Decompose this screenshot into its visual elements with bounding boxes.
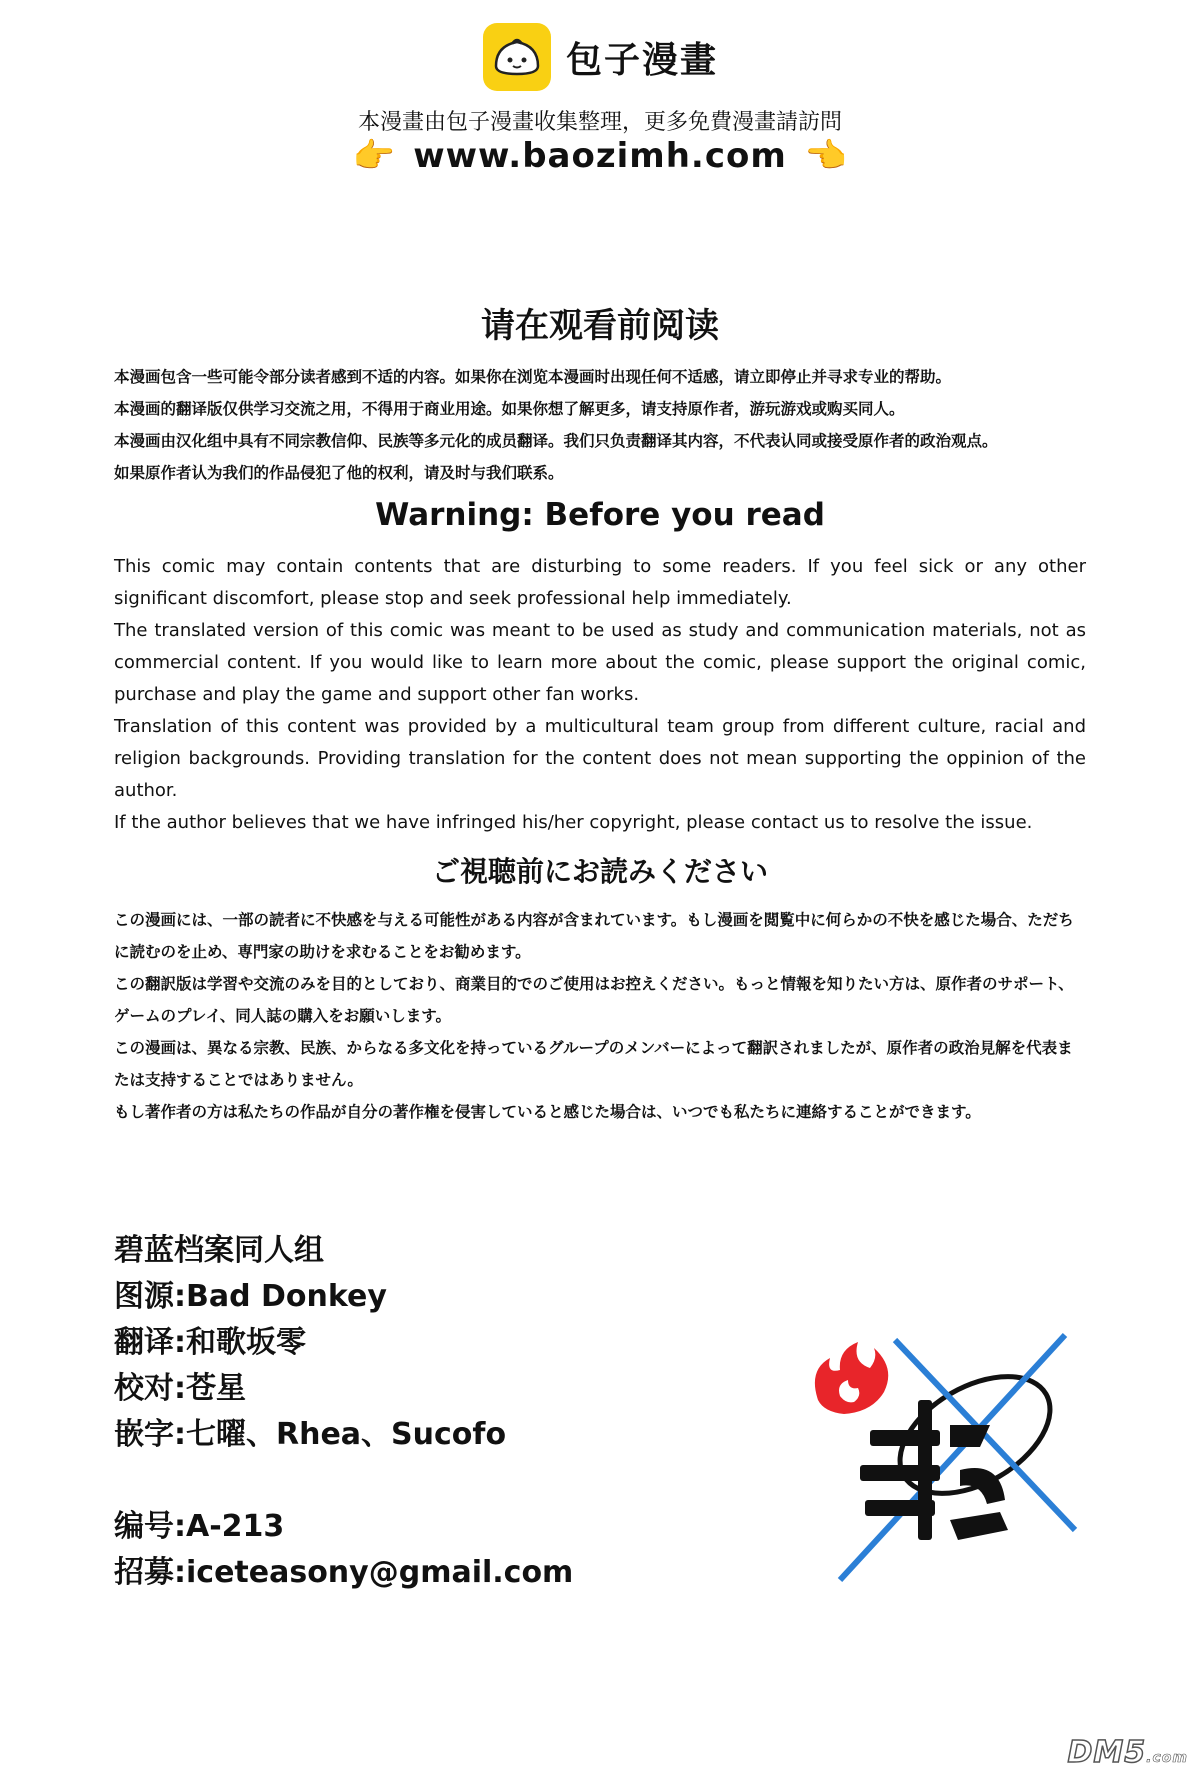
brand-header: [0, 22, 1200, 92]
jp-paragraph: この翻訳版は学習や交流のみを目的としており、商業目的でのご使用はお控えください。もっと情報を知りたい方は、原作者のサポート、ゲームのプレイ、同人誌の購入をお願いします。: [114, 975, 1074, 1025]
url-row: [0, 136, 1200, 176]
en-paragraph: The translated version of this comic was meant to be used as study and communication materials, not as commercial content. If you would like to learn more about the comic, please support the original comic, purchase and play the game and support other fan works.: [114, 620, 1086, 705]
bun-logo-icon: [482, 22, 552, 92]
credit-proofread: 校对:苍星: [114, 1371, 246, 1406]
recruit-email[interactable]: 招募:iceteasony@gmail.com: [114, 1555, 574, 1590]
en-warning-title: Warning: Before you read: [375, 497, 825, 533]
cn-line: 本漫画的翻译版仅供学习交流之用，不得用于商业用途。如果你想了解更多，请支持原作者，游玩游戏或购买同人。: [114, 400, 905, 418]
cn-warning-body: [114, 361, 1086, 489]
dm5-watermark: [1068, 1735, 1188, 1770]
credit-translation: 翻译:和歌坂零: [114, 1325, 306, 1360]
jp-paragraph: この漫画には、一部の読者に不快感を与える可能性がある内容が含まれています。もし漫画を閲覧中に何らかの不快を感じた場合、ただちに読むのを止め、専門家の助けを求むることをお勧めます。: [114, 911, 1074, 961]
serial-number: 编号:A-213: [114, 1509, 285, 1544]
cn-line: 本漫画包含一些可能令部分读者感到不适的内容。如果你在浏览本漫画时出现任何不适感，请立即停止并寻求专业的帮助。: [114, 368, 952, 386]
cn-warning-title: 请在观看前阅读: [481, 306, 719, 346]
watermark-text: DM5: [1067, 1735, 1147, 1770]
brand-name: 包子漫畫: [565, 39, 718, 81]
jp-warning-body: [114, 904, 1086, 1128]
en-warning-body: [114, 551, 1086, 839]
jp-warning-title: ご視聴前にお読みください: [431, 855, 768, 888]
jp-paragraph: この漫画は、異なる宗教、民族、からなる多文化を持っているグループのメンバーによって翻訳されましたが、原作者の政治見解を代表または支持することではありません。: [114, 1039, 1073, 1089]
group-name: 碧蓝档案同人组: [114, 1233, 324, 1268]
site-url-link[interactable]: www.baozimh.com: [413, 136, 787, 176]
en-paragraph: This comic may contain contents that are disturbing to some readers. If you feel sick or any other significant discomfort, please stop and seek professional help immediately.: [114, 556, 1086, 609]
credits-list: [114, 1228, 573, 1596]
cn-line: 本漫画由汉化组中具有不同宗教信仰、民族等多元化的成员翻译。我们只负责翻译其内容，不代表认同或接受原作者的政治观点。: [114, 432, 998, 450]
source-note: 本漫畫由包子漫畫收集整理，更多免費漫畫請訪問: [357, 110, 842, 135]
watermark-suffix: .com: [1146, 1750, 1188, 1766]
en-paragraph: Translation of this content was provided by a multicultural team group from different culture, racial and religion backgrounds. Providing translation for the content does not mean supporting the oppinion of the author.: [114, 716, 1086, 801]
spacer: [114, 1458, 573, 1504]
pointing-left-hand-icon: 👈: [804, 136, 848, 176]
cn-line: 如果原作者认为我们的作品侵犯了他的权利，请及时与我们联系。: [114, 464, 564, 482]
pointing-right-hand-icon: 👉: [352, 136, 396, 176]
credit-source: 图源:Bad Donkey: [114, 1279, 387, 1314]
team-logo-icon: [800, 1330, 1090, 1590]
credit-typeset: 嵌字:七曜、Rhea、Sucofo: [114, 1417, 507, 1452]
jp-paragraph: もし著作者の方は私たちの作品が自分の著作権を侵害していると感じた場合は、いつでも私たちに連絡することができます。: [114, 1103, 981, 1121]
en-paragraph: If the author believes that we have infringed his/her copyright, please contact us to resolve the issue.: [114, 812, 1033, 833]
